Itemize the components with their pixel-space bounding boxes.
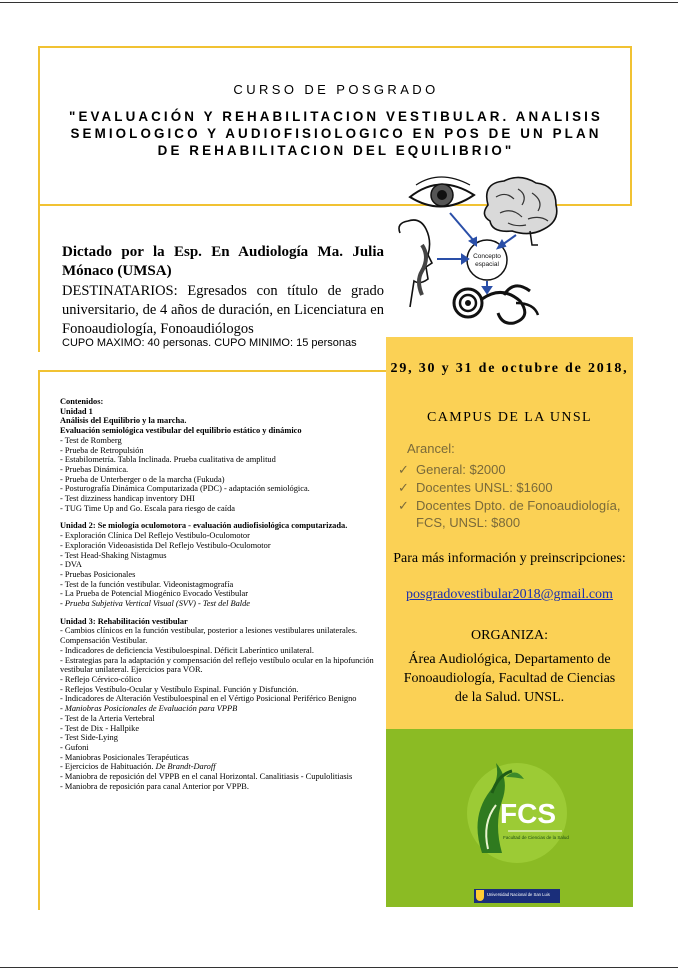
list-item: - Test de la Arteria Vertebral [60,713,155,723]
list-item: - DVA [60,560,82,570]
event-info-panel [386,337,633,729]
list-item: - Test de Dix - Hallpike [60,723,140,733]
unsl-shield-icon [476,890,484,901]
unidad1-title: Unidad 1 [60,406,93,416]
list-item: - Prueba de Unterberger o de la marcha (Fukuda) [60,474,225,484]
svg-text:Concepto: Concepto [473,253,501,260]
eye-icon [410,177,474,207]
destinatarios-description: Egresados con título de grado universitario, de 4 años de duración, en Licenciatura en Fonoaudiología, Fonoaudiólogos [62,283,384,337]
list-item: - Test Head-Shaking Nistagmus [60,550,167,560]
top-rule [0,2,678,3]
contenidos-title: Contenidos: [60,397,104,406]
instructor-text: Dictado por la Esp. En Audiología Ma. Julia Mónaco (UMSA) [62,244,384,279]
bottom-rule [0,967,678,968]
destinatarios-text [62,282,384,339]
list-item: - Cambios clínicos en la función vestibular, posterior a lesiones vestibulares unilaterales. Compensación Vestibular. [60,626,358,646]
list-item: - Test dizziness handicap inventory DHI [60,494,195,504]
destinatarios-label: DESTINATARIOS: [62,283,178,299]
inner-ear-icon [454,286,538,323]
speaker-section [38,206,386,352]
head-profile-icon [399,220,432,307]
list-item: - TUG Time Up and Go. Escala para riesgo de caída [60,503,235,513]
list-item: - Indicadores de deficiencia Vestibuloespinal. Déficit Laberíntico unilateral. [60,645,315,655]
svg-text:espacial: espacial [475,261,499,268]
list-item: - Estabilometría. Tabla Inclinada. Prueba cualitativa de amplitud [60,455,276,465]
fcs-subtitle: Facultad de Ciencias de la Salud [503,835,569,840]
list-item: - Pruebas Posicionales [60,569,136,579]
course-label: CURSO DE POSGRADO [233,82,439,97]
fee-list [398,461,623,532]
list-item: - Test de la función vestibular. Videonistagmografía [60,579,234,589]
fcs-logo-text: FCS [500,798,556,829]
event-dates: 29, 30 y 31 de octubre de 2018, [390,361,629,376]
contenidos-section [38,370,386,910]
check-icon: ✓ [398,498,409,513]
brain-icon [484,177,556,245]
fee-item: ✓ Docentes Dpto. de Fonoaudiología, FCS, UNSL: $800 [398,498,621,530]
unidad1-subtitle: Evaluación semiológica vestibular del equilibrio estático y dinámico [60,426,302,436]
list-item: - Exploración Clínica Del Reflejo Vestibulo-Oculomotor [60,531,250,541]
course-title: "EVALUACIÓN Y REHABILITACION VESTIBULAR. ANALISIS SEMIOLOGICO Y AUDIOFISIOLOGICO EN POS DE UN PLAN DE REHABILITACION DEL EQUILIBRIO" [69,109,603,158]
list-item: - Pruebas Dinámica. [60,464,129,474]
header-border-right [630,48,632,204]
list-item: - Maniobra de reposición para canal Anterior por VPPB. [60,781,249,791]
event-campus: CAMPUS DE LA UNSL [427,410,592,425]
contenidos-list [60,397,380,791]
list-item: - Ejercicios de Habituación. De Brandt-Daroff [60,762,216,772]
unidad3-title: Unidad 3: Rehabilitación vestibular [60,616,188,626]
check-icon: ✓ [398,480,409,495]
list-item: - Indicadores de Alteración Vestibuloespinal en el Vértigo Posicional Periférico Benigno [60,694,357,704]
logo-panel [386,729,633,907]
check-icon: ✓ [398,462,409,477]
unidad2-title: Unidad 2: Se miología oculomotora - evaluación audiofisiológica computarizada. [60,521,348,531]
list-item: - Maniobras Posicionales Terapéuticas [60,752,189,762]
fee-item: ✓ General: $2000 [398,462,506,477]
list-item: - Test Side-Lying [60,733,118,743]
arancel-title: Arancel: [407,441,455,456]
list-item: - Estrategias para la adaptación y compensación del reflejo vestíbulo ocular en la hipofunción vestibular unilateral. Ejercicios para VOR. [60,655,374,675]
organiza-label: ORGANIZA: [471,628,548,643]
list-item: - Reflejo Cérvico-cólico [60,674,142,684]
unsl-text: Universidad Nacional de San Luis [487,892,550,897]
list-item: - Gufoni [60,742,89,752]
list-item: - Maniobras Posicionales de Evaluación para VPPB [60,704,238,714]
list-item: - Exploración Videoasistida Del Reflejo Vestibulo-Oculomotor [60,540,271,550]
list-item: - Maniobra de reposición del VPPB en el canal Horizontal. Canalitiasis - Cupulolitiasis [60,772,353,782]
fcs-logo [462,757,572,867]
list-item: - Reflejos Vestíbulo-Ocular y Vestíbulo Espinal. Función y Disfunción. [60,684,299,694]
brain-eye-ear-illustration [392,175,562,325]
list-item: - Test de Romberg [60,435,122,445]
organizer-text: Área Audiológica, Departamento de Fonoaudiología, Facultad de Ciencias de la Salud. UNSL. [403,652,616,705]
list-item: - La Prueba de Potencial Miogénico Evocado Vestibular [60,589,248,599]
list-item: - Posturografía Dinámica Computarizada (PDC) - adaptación semiológica. [60,484,310,494]
list-item: - Prueba Subjetiva Vertical Visual (SVV) - Test del Balde [60,599,251,609]
unidad1-subtitle: Análisis del Equilibrio y la marcha. [60,416,187,426]
more-info-text: Para más información y preinscripciones: [393,551,626,566]
contact-email-link[interactable]: posgradovestibular2018@gmail.com [406,587,613,602]
fee-item: ✓ Docentes UNSL: $1600 [398,480,553,495]
cupo-text: CUPO MAXIMO: 40 personas. CUPO MINIMO: 15 personas [62,337,357,349]
list-item: - Prueba de Retropulsión [60,445,144,455]
